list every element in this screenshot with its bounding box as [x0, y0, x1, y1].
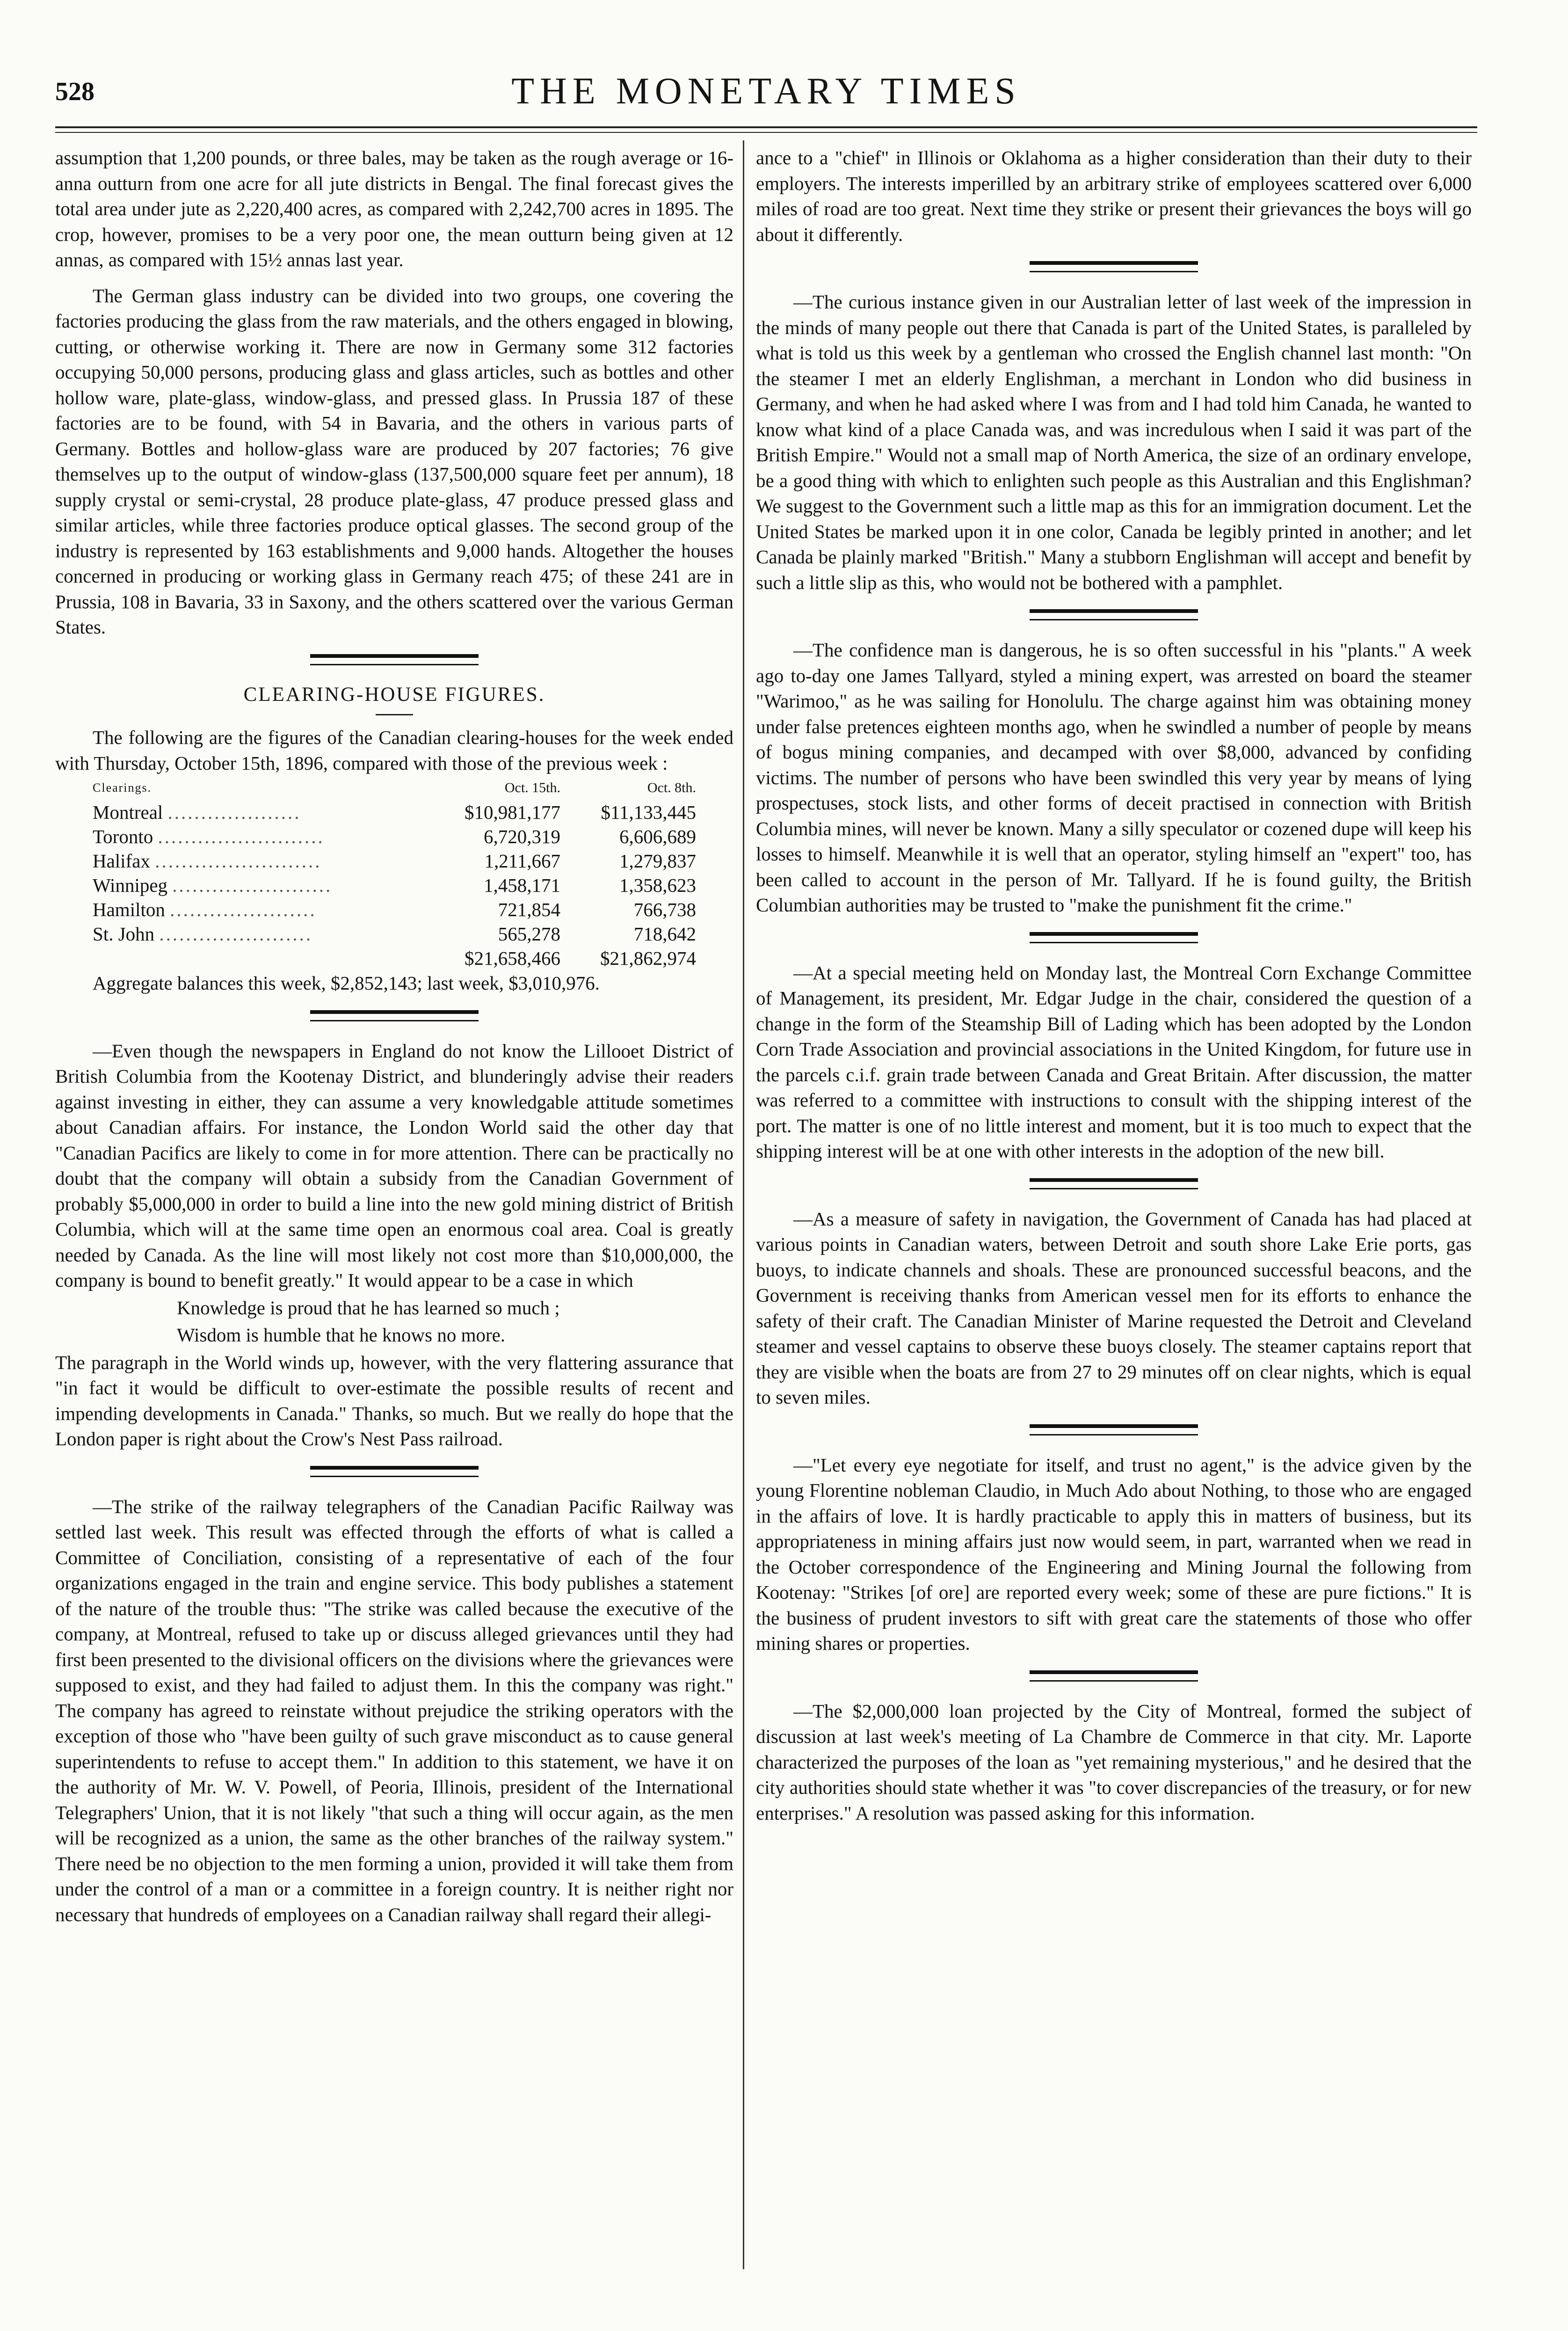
clearing-col2: Oct. 8th. — [647, 780, 696, 795]
clearing-header-row — [93, 776, 696, 800]
value-oct8: $11,133,445 — [601, 801, 696, 823]
table-row — [93, 922, 696, 946]
article-london-world-cont: The paragraph in the World winds up, however, with the very flattering assurance that "in fact it would be difficult to over-estimate the possible results of recent and impending developments in Canada." Thanks, so much. But we really do hope that the London paper is right about the Crow's Nest Pass railroad. — [55, 1351, 733, 1450]
column-divider — [743, 140, 744, 2269]
city-name: Hamilton — [93, 899, 165, 920]
clearing-total-row — [93, 946, 696, 970]
leader-dots: .................... — [167, 801, 301, 823]
verse-line: Wisdom is humble that he knows no more. — [177, 1324, 506, 1346]
clearing-intro: The following are the figures of the Canadian clearing-houses for the week ended with Thursday, October 15th, 1896, compared with those of the previous week : — [55, 727, 733, 774]
value-oct8: 6,606,689 — [619, 826, 696, 847]
clearing-col1: Oct. 15th. — [504, 780, 560, 795]
article-confidence-man: —The confidence man is dangerous, he is so often successful in his "plants." A week ago to-day one James Tallyard, styled a mining expert, was arrested on board the steamer "Warimoo," as he was sailing for Honolulu. The charge against him was obtaining money under false pretences eighteen months ago, when he swindled a number of people by means of bogus mining companies, and decamped with over $8,000, advanced by confiding victims. The number of persons who have been swindled this very year by means of lying prospectuses, stock lists, and other forms of deceit practised in connection with British Columbia mines, will never be known. Many a silly speculator or cozened dupe will keep his losses to himself. Meanwhile it is well that an operator, styling himself an "expert" too, has been called to account in the person of Mr. Tallyard. If he is found guilty, the British Columbian authorities may be trusted to "make the punishment fit the crime." — [756, 639, 1472, 916]
right-column — [756, 145, 1472, 1826]
article-montreal-loan: —The $2,000,000 loan projected by the City of Montreal, formed the subject of discussion at last week's meeting of La Chambre de Commerce in that city. Mr. Laporte characterized the purposes of the loan as "yet remaining mysterious," and he desired that the city authorities should state whether it was "to cover discrepancies of the treasury, or for new enterprises." A resolution was passed asking for this information. — [756, 1700, 1472, 1824]
value-oct15: 6,720,319 — [484, 826, 560, 847]
table-row — [93, 897, 696, 922]
article-telegraphers-strike: —The strike of the railway telegraphers of the Canadian Pacific Railway was settled last week. This result was effected through the efforts of what is called a Committee of Conciliation, consisting of a representative of each of the four organizations engaged in the train and engine service. This body publishes a statement of the nature of the trouble thus: "The strike was called because the executive of the company, at Montreal, refused to take up or discuss alleged grievances until they had first been presented to the divisional officers on the divisions where the grievances were supposed to exist, and they had failed to adjust them. In this the company was right." The company has agreed to reinstate without prejudice the striking operators with the exception of those who "have been guilty of such grave misconduct as to cause general superintendents to refuse to accept them." In addition to this statement, we have it on the authority of Mr. W. V. Powell, of Peoria, Illinois, president of the International Telegraphers' Union, that it is not likely "that such a thing will occur again, as the men will be recognized as a union, the same as the other branches of the railway system." There need be no objection to the men forming a union, provided it will take them from under the control of a man or a committee in a foreign country. It is neither right nor necessary that hundreds of employees on a Canadian railway shall regard their allegi- — [55, 1495, 733, 1925]
separator — [1030, 261, 1198, 272]
page-header — [55, 70, 1477, 122]
article-strike-cont: ance to a "chief" in Illinois or Oklahoma as a higher consideration than their duty to their employers. The interests imperilled by an arbitrary strike of employees scattered over 6,000 miles of road are too great. Next time they strike or present their grievances the boys will go about it differently. — [756, 147, 1472, 245]
verse-line: Knowledge is proud that he has learned so much ; — [177, 1297, 560, 1318]
article-german-glass: The German glass industry can be divided into two groups, one covering the factories producing the glass from the raw materials, and the others engaged in blowing, cutting, or otherwise working it. There are now in Germany some 312 factories occupying 50,000 persons, producing glass and glass articles, such as bottles and other hollow ware, plate-glass, window-glass, and pressed glass. In Prussia 187 of these factories are to be found, with 54 in Bavaria, and the others in various parts of Germany. Bottles and hollow-glass ware are produced by 207 factories; 76 give themselves up to the output of window-glass (137,500,000 square feet per annum), 18 supply crystal or semi-crystal, 28 produce plate-glass, 47 produce pressed glass and similar articles, while three factories produce optical glasses. The second group of the industry is represented by 163 establishments and 9,000 hands. Altogether the houses concerned in producing or working glass in Germany reach 475; of these 241 are in Prussia, 108 in Bavaria, 33 in Saxony, and the others scattered over the various German States. — [55, 284, 733, 638]
header-rule — [55, 126, 1477, 128]
table-row — [93, 800, 696, 824]
value-oct15: 565,278 — [498, 923, 560, 945]
separator — [310, 1010, 479, 1021]
separator — [310, 1466, 479, 1477]
masthead: THE MONETARY TIMES — [511, 71, 1021, 112]
header-rule-thin — [55, 132, 1477, 133]
leader-dots: ...................... — [170, 899, 317, 920]
left-column — [55, 145, 733, 1927]
value-oct8: 1,279,837 — [619, 850, 696, 872]
value-oct15: 1,458,171 — [484, 874, 560, 896]
value-oct15: $10,981,177 — [465, 801, 560, 823]
table-row — [93, 873, 696, 897]
value-oct8: 766,738 — [633, 899, 696, 920]
clearing-table — [93, 776, 696, 970]
leader-dots: ....................... — [159, 923, 313, 945]
article-mining-agents: —"Let every eye negotiate for itself, and trust no agent," is the advice given by the young Florentine nobleman Claudio, in Much Ado about Nothing, to those who are engaged in the affairs of love. It is hardly practicable to apply this in matters of business, but its appropriateness in mining affairs just now would seem, in part, warranted when we read in the October correspondence of the Engineering and Mining Journal the following from Kootenay: "Strikes [of ore] are reported every week; some of these are pure fictions." It is the business of prudent investors to sift with great care the statements of those who offer mining shares or properties. — [756, 1454, 1472, 1654]
leader-dots: ........................ — [172, 874, 333, 896]
table-row — [93, 849, 696, 873]
city-name: St. John — [93, 923, 155, 945]
value-oct8: 718,642 — [633, 923, 696, 945]
separator — [1030, 1178, 1198, 1189]
total-oct8: $21,862,974 — [600, 947, 696, 969]
article-jute: assumption that 1,200 pounds, or three bales, may be taken as the rough average or 16-anna outturn from one acre for all jute districts in Bengal. The final forecast gives the total area under jute as 2,220,400 acres, as compared with 2,242,700 acres in 1895. The crop, however, promises to be a very poor one, the mean outturn being given at 12 annas, as compared with 15½ annas last year. — [55, 147, 733, 270]
city-name: Montreal — [93, 801, 163, 823]
clearing-col-label: Clearings. — [93, 781, 152, 794]
value-oct8: 1,358,623 — [619, 874, 696, 896]
article-canada-map: —The curious instance given in our Australian letter of last week of the impression in the minds of many people out there that Canada is part of the United States, is paralleled by what is told us this week by a gentleman who crossed the English channel last month: "On the steamer I met an elderly Englishman, a merchant in London who did business in Germany, and when he had asked where I was from and I had told him Canada, he wanted to know what kind of a place Canada was, and was incredulous when I said it was part of the British Empire." Would not a small map of North America, the size of an ordinary envelope, be a good thing with which to enlighten such people as this Australian and this Englishman? We suggest to the Government such a little map as this for an immigration document. Let the United States be marked upon it in one color, Canada be legibly printed in another; and let Canada be plainly marked "British." Many a stubborn Englishman will accept and benefit by such a little slip as this, who would not be bothered with a pamphlet. — [756, 291, 1472, 593]
section-title-clearing: CLEARING-HOUSE FIGURES. — [243, 683, 545, 706]
total-oct15: $21,658,466 — [465, 947, 560, 969]
article-gas-buoys: —As a measure of safety in navigation, the Government of Canada has had placed at various points in Canadian waters, between Detroit and south shore Lake Erie ports, gas buoys, to indicate channels and shoals. These are pronounced successful beacons, and the Government is receiving thanks from American vessel men for its efforts to enhance the safety of their craft. The Canadian Minister of Marine requested the Detroit and Cleveland steamer and vessel captains to observe these buoys closely. The steamer captains report that they are visible when the boats are from 27 to 29 minutes off on clear nights, which is equal to seven miles. — [756, 1208, 1472, 1408]
table-row — [93, 824, 696, 849]
value-oct15: 1,211,667 — [484, 850, 560, 872]
clearing-aggregate: Aggregate balances this week, $2,852,143; last week, $3,010,976. — [93, 972, 600, 994]
city-name: Toronto — [93, 826, 153, 847]
city-name: Halifax — [93, 850, 150, 872]
separator — [1030, 932, 1198, 943]
article-corn-exchange: —At a special meeting held on Monday last, the Montreal Corn Exchange Committee of Management, its president, Mr. Edgar Judge in the chair, considered the question of a change in the form of the Steamship Bill of Lading which has been adopted by the London Corn Trade Association and provincial associations in the United Kingdom, for future use in the parcels c.i.f. grain trade between Canada and Great Britain. After discussion, the matter was referred to a committee with instructions to consult with the shipping interest of the port. The matter is one of no little interest and moment, but it is too much to expect that the shipping interest will be at one with other interests in the adoption of the new bill. — [756, 962, 1472, 1162]
separator — [310, 654, 479, 665]
value-oct15: 721,854 — [498, 899, 560, 920]
article-london-world: —Even though the newspapers in England do not know the Lillooet District of British Columbia from the Kootenay District, and blunderingly advise their readers against investing in either, they can assume a very knowledgable attitude sometimes about Canadian affairs. For instance, the London World said the other day that "Canadian Pacifics are likely to come in for more attention. There can be practically no doubt that the company will obtain a subsidy from the Canadian Government of probably $5,000,000 in order to build a line into the new gold mining district of British Columbia, which will at the same time open an enormous coal area. Coal is greatly needed by Canada. As the line will most likely not cost more than $10,000,000, the company is bound to benefit greatly." It would appear to be a case in which — [55, 1040, 733, 1291]
leader-dots: ......................... — [158, 826, 325, 847]
page-number: 528 — [55, 77, 94, 106]
leader-dots: ......................... — [155, 850, 322, 872]
title-rule — [376, 714, 413, 715]
separator — [1030, 1424, 1198, 1435]
separator — [1030, 1670, 1198, 1682]
city-name: Winnipeg — [93, 874, 168, 896]
separator — [1030, 609, 1198, 620]
